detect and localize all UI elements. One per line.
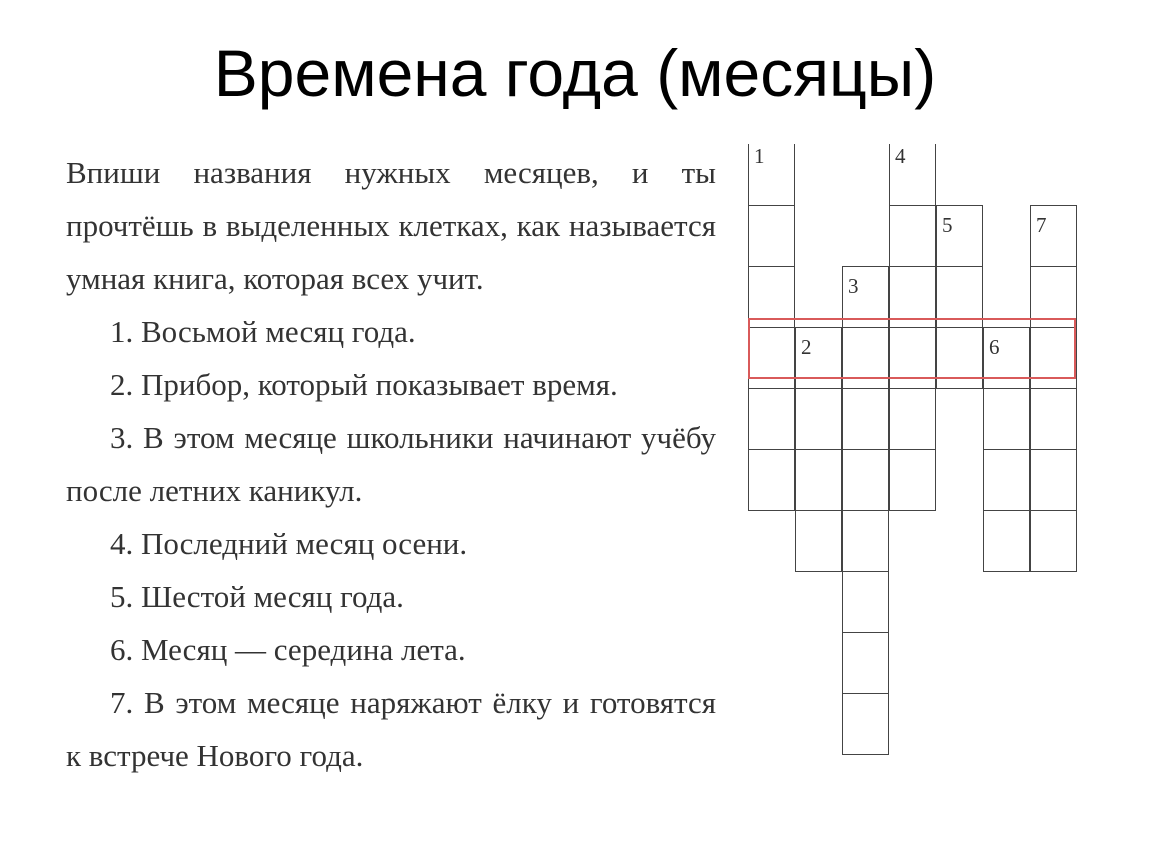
crossword-cell[interactable] — [842, 693, 889, 755]
crossword-cell[interactable] — [889, 266, 936, 328]
clue-3: 3. В этом месяце школьники начинают учёбу после летних каникул. — [66, 420, 716, 508]
crossword-cell[interactable] — [748, 388, 795, 450]
crossword-cell[interactable] — [1030, 266, 1077, 328]
clue-number-2: 2 — [801, 335, 812, 359]
clue-5: 5. Шестой месяц года. — [110, 579, 404, 614]
crossword-cell[interactable] — [795, 510, 842, 572]
crossword-cell[interactable] — [1030, 510, 1077, 572]
crossword-cell[interactable] — [1030, 388, 1077, 450]
clue-6: 6. Месяц — середина лета. — [110, 632, 466, 667]
crossword-cell[interactable] — [748, 327, 795, 389]
clue-number-4: 4 — [895, 144, 906, 168]
clue-number-6: 6 — [989, 335, 1000, 359]
crossword-cell[interactable] — [889, 449, 936, 511]
crossword-cell[interactable] — [983, 510, 1030, 572]
crossword-cell[interactable] — [1030, 327, 1077, 389]
crossword-cell[interactable] — [842, 571, 889, 633]
crossword-cell[interactable] — [842, 327, 889, 389]
clue-number-5: 5 — [942, 213, 953, 237]
clue-7: 7. В этом месяце наряжают ёлку и готовятся к встрече Нового года. — [66, 685, 716, 773]
crossword-cell[interactable] — [842, 632, 889, 694]
clue-1: 1. Восьмой месяц года. — [110, 314, 416, 349]
page-title: Времена года (месяцы) — [213, 36, 937, 110]
crossword-cell[interactable] — [983, 449, 1030, 511]
crossword-cell[interactable] — [1030, 449, 1077, 511]
crossword-cell[interactable] — [889, 327, 936, 389]
clue-number-1: 1 — [754, 144, 765, 168]
clue-number-3: 3 — [848, 274, 859, 298]
crossword-cell[interactable] — [842, 510, 889, 572]
crossword-cell[interactable] — [795, 388, 842, 450]
crossword-cell[interactable] — [748, 205, 795, 267]
task-intro: Впиши названия нужных месяцев, и ты прочтёшь в выделенных клетках, как называется умная книга, которая всех учит. — [66, 155, 716, 296]
crossword-cell[interactable] — [889, 205, 936, 267]
crossword-cell[interactable] — [889, 388, 936, 450]
crossword-cell[interactable] — [983, 388, 1030, 450]
crossword-cell[interactable] — [795, 449, 842, 511]
crossword-cell[interactable] — [936, 266, 983, 328]
crossword-cell[interactable] — [936, 327, 983, 389]
crossword-cell[interactable] — [748, 266, 795, 328]
clue-4: 4. Последний месяц осени. — [110, 526, 468, 561]
clue-number-7: 7 — [1036, 213, 1047, 237]
crossword-cell[interactable] — [748, 449, 795, 511]
crossword-cell[interactable] — [842, 388, 889, 450]
clue-2: 2. Прибор, который показывает время. — [110, 367, 618, 402]
crossword-cell[interactable] — [842, 449, 889, 511]
